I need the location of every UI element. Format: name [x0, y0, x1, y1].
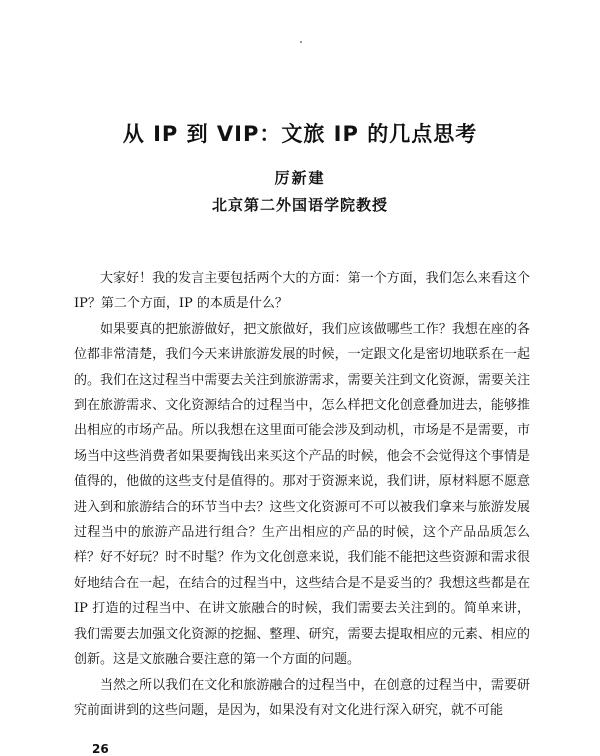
article-title: 从 IP 到 VIP：文旅 IP 的几点思考: [122, 122, 478, 146]
author-name: 厉新建: [274, 169, 326, 187]
scan-dot-mark: [300, 41, 302, 43]
paragraph-2: 如果要真的把旅游做好，把文旅做好，我们应该做哪些工作？我想在座的各位都非常清楚，我们今天来讲旅游发展的时候，一定跟文化是密切地联系在一起的。我们在这过程当中需要去关注到旅游需求，需要关注到文化资源，需要关注到在旅游需求、文化资源结合的过程当中，怎么样把文化创意叠加进去，能够推出相应的市场产品。所以我想在这里面可能会涉及到动机，市场是不是需要，市场当中这些消费者如果要掏钱出来买这个产品的时候，他会不会觉得这个事情是值得的，他做的这些支付是值得的。那对于资源来说，我们讲，原材料愿不愿意进入到和旅游结合的环节当中去？这些文化资源可不可以被我们拿来与旅游发展过程当中的旅游产品进行组合？生产出相应的产品的时候，这个产品品质怎么样？好不好玩？时不时髦？作为文化创意来说，我们能不能把这些资源和需求很好地结合在一起，在结合的过程当中，这些结合是不是妥当的？我想这些都是在 IP 打造的过程当中、在讲文旅融合的时候，我们需要去关注到的。简单来讲，我们需要去加强文化资源的挖掘、整理、研究，需要去提取相应的元素、相应的创新。这是文旅融合要注意的第一个方面的问题。: [74, 321, 530, 668]
author-affiliation: 北京第二外国语学院教授: [211, 196, 388, 214]
page-number: 26: [92, 742, 109, 756]
article-body: [74, 266, 530, 723]
paragraph-1: 大家好！我的发言主要包括两个大的方面：第一个方面，我们怎么来看这个 IP？第二个方面，IP 的本质是什么？: [74, 271, 530, 312]
paragraph-3: 当然之所以我们在文化和旅游融合的过程当中，在创意的过程当中，需要研究前面讲到的这些问题，是因为，如果没有对文化进行深入研究，就不可能: [74, 677, 530, 718]
